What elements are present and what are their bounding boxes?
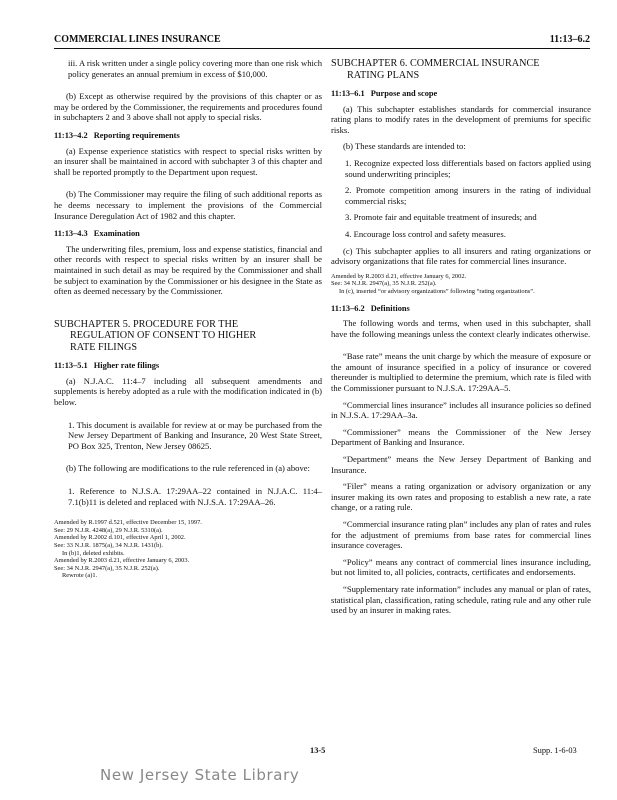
section-number: 11:13–6.2 — [331, 303, 365, 313]
subchapter-title-line: SUBCHAPTER 5. PROCEDURE FOR THE — [54, 318, 239, 330]
history-note: See: 33 N.J.R. 1875(a), 34 N.J.R. 1431(b). — [54, 541, 163, 549]
history-note: In (c), inserted “or advisory organizations” following “rating organizations”. — [339, 287, 535, 295]
definition: “Commercial lines insurance” includes all insurance policies so defined in N.J.S.A. 17:29AA–3a. — [331, 399, 591, 421]
paragraph: (b) The following are modifications to the rule referenced in (a) above: — [66, 463, 310, 474]
paragraph: 1. Reference to N.J.S.A. 17:29AA–22 contained in N.J.A.C. 11:4–7.1(b)11 is deleted and replaced with N.J.S.A. 17:29AA–26. — [68, 485, 322, 507]
page-number: 13-5 — [310, 746, 326, 755]
paragraph: (a) Expense experience statistics with respect to special risks written by an insurer shall be maintained in accord with subchapter 3 of this chapter and shall be reported promptly to the Department upon request. — [54, 145, 322, 177]
section-title: Purpose and scope — [370, 89, 438, 98]
section-number: 11:13–5.1 — [54, 361, 88, 371]
section-heading — [54, 361, 322, 372]
paragraph: 4. Encourage loss control and safety measures. — [345, 228, 506, 239]
history-notes — [54, 519, 322, 580]
paragraph: (c) This subchapter applies to all insurers and rating organizations or advisory organizations that file rates for commercial lines insurance. — [331, 245, 591, 267]
paragraph: 3. Promote fair and equitable treatment of insureds; and — [345, 212, 537, 223]
definition: “Policy” means any contract of commercial lines insurance including, but not limited to, all policies, contracts, certificates and endorsements. — [331, 556, 591, 578]
header-section: 11:13–6.2 — [549, 34, 590, 45]
section-heading — [331, 89, 591, 100]
section-number: 11:13–4.3 — [54, 229, 88, 239]
section-title: Higher rate filings — [93, 361, 160, 371]
definition: “Filer” means a rating organization or advisory organization or any insurer making its own rates and proposing to establish a new rate, a rate change, or a rating rule. — [331, 481, 591, 513]
history-note: In (b)1, deleted exhibits. — [62, 549, 125, 557]
subchapter-title-line: REGULATION OF CONSENT TO HIGHER — [70, 330, 257, 342]
paragraph: 2. Promote competition among insurers in the rating of individual commercial risks; — [345, 185, 591, 206]
definition: “Supplementary rate information” includes any manual or plan of rates, statistical plan, classification, rating schedule, rating rule and any other rule used by an insurer in making rates. — [331, 583, 591, 616]
subchapter-title-line: RATE FILINGS — [70, 341, 138, 353]
section-heading — [331, 304, 591, 315]
paragraph: (b) Except as otherwise required by the provisions of this chapter or as may be ordered by the Commissioner, the requirements and procedures found in subchapters 2 and 3 above shall not apply to special risks. — [54, 91, 322, 123]
subchapter-title-line: SUBCHAPTER 6. COMMERCIAL INSURANCE — [331, 58, 540, 69]
header-title: COMMERCIAL LINES INSURANCE — [54, 34, 221, 45]
history-note: See: 29 N.J.R. 4248(a), 29 N.J.R. 5310(a). — [54, 526, 163, 534]
right-column — [331, 58, 591, 622]
history-note: Rewrote (a)1. — [62, 572, 98, 580]
section-heading — [54, 131, 322, 142]
section-title: Definitions — [370, 303, 410, 313]
definition: “Department” means the New Jersey Department of Banking and Insurance. — [331, 454, 591, 475]
history-note: Amended by R.2003 d.21, effective January 6, 2003. — [54, 557, 190, 565]
history-note: Amended by R.1997 d.521, effective December 15, 1997. — [54, 519, 202, 527]
paragraph: (a) This subchapter establishes standards for commercial insurance rating plans to modify rates in the development of premiums for specific risks. — [331, 103, 591, 135]
subchapter-title-line: RATING PLANS — [347, 69, 420, 81]
history-note: See: 34 N.J.R. 2947(a), 35 N.J.R. 252(a). — [54, 564, 160, 572]
library-watermark: New Jersey State Library — [100, 766, 300, 784]
history-notes — [331, 273, 591, 296]
paragraph: 1. This document is available for review at or may be purchased from the New Jersey Department of Banking and Insurance, 20 West State Street, PO Box 325, Trenton, New Jersey 08625. — [68, 419, 322, 451]
definition: “Commissioner” means the Commissioner of the New Jersey Department of Banking and Insurance. — [331, 426, 591, 448]
section-title: Reporting requirements — [93, 130, 180, 140]
subchapter-heading — [331, 58, 591, 81]
history-note: Amended by R.2003 d.21, effective January 6, 2002. — [331, 272, 467, 280]
section-title: Examination — [93, 229, 140, 239]
supplement-date: Supp. 1-6-03 — [533, 746, 577, 755]
paragraph: (a) N.J.A.C. 11:4–7 including all subsequent amendments and supplements is hereby adopted as a rule with the modification indicated in (b) below. — [54, 375, 322, 407]
history-note: Amended by R.2002 d.101, effective April 1, 2002. — [54, 534, 186, 542]
paragraph: 1. Recognize expected loss differentials based on factors applied using sound underwriting principles; — [345, 157, 591, 179]
definition: “Base rate” means the unit charge by which the measure of exposure or the amount of insurance specified in a policy of insurance or covered thereunder is multiplied to determine the premium, which rate is filed with the Commissioner pursuant to N.J.S.A. 17:29AA–5. — [331, 351, 591, 394]
paragraph: (b) The Commissioner may require the filing of such additional reports as he deems necessary to implement the provisions of the Commercial Insurance Deregulation Act of 1982 and this chapter. — [54, 189, 322, 221]
definition: “Commercial insurance rating plan” includes any plan of rates and rules for the adjustment of premiums from base rates for commercial lines insurance coverages. — [331, 519, 591, 551]
paragraph: iii. A risk written under a single policy covering more than one risk which policy generates an annual premium in excess of $10,000. — [68, 58, 322, 79]
left-column — [54, 58, 322, 580]
subchapter-heading — [54, 319, 322, 354]
paragraph: The underwriting files, premium, loss and expense statistics, financial and other records with respect to special risks written by an insurer shall be maintained in such detail as may be required by the Commissioner and shall be subject to examination by the Commissioner or his designee in the State as often as deemed necessary by the Commissioner. — [54, 243, 322, 297]
section-heading — [54, 229, 322, 240]
section-number: 11:13–4.2 — [54, 130, 88, 140]
section-number: 11:13–6.1 — [331, 89, 365, 98]
paragraph: The following words and terms, when used in this subchapter, shall have the following meanings unless the context clearly indicates otherwise. — [331, 318, 591, 339]
running-header — [54, 32, 590, 49]
history-note: See: 34 N.J.R. 2947(a), 35 N.J.R. 252(a). — [331, 280, 437, 288]
paragraph: (b) These standards are intended to: — [343, 141, 466, 152]
